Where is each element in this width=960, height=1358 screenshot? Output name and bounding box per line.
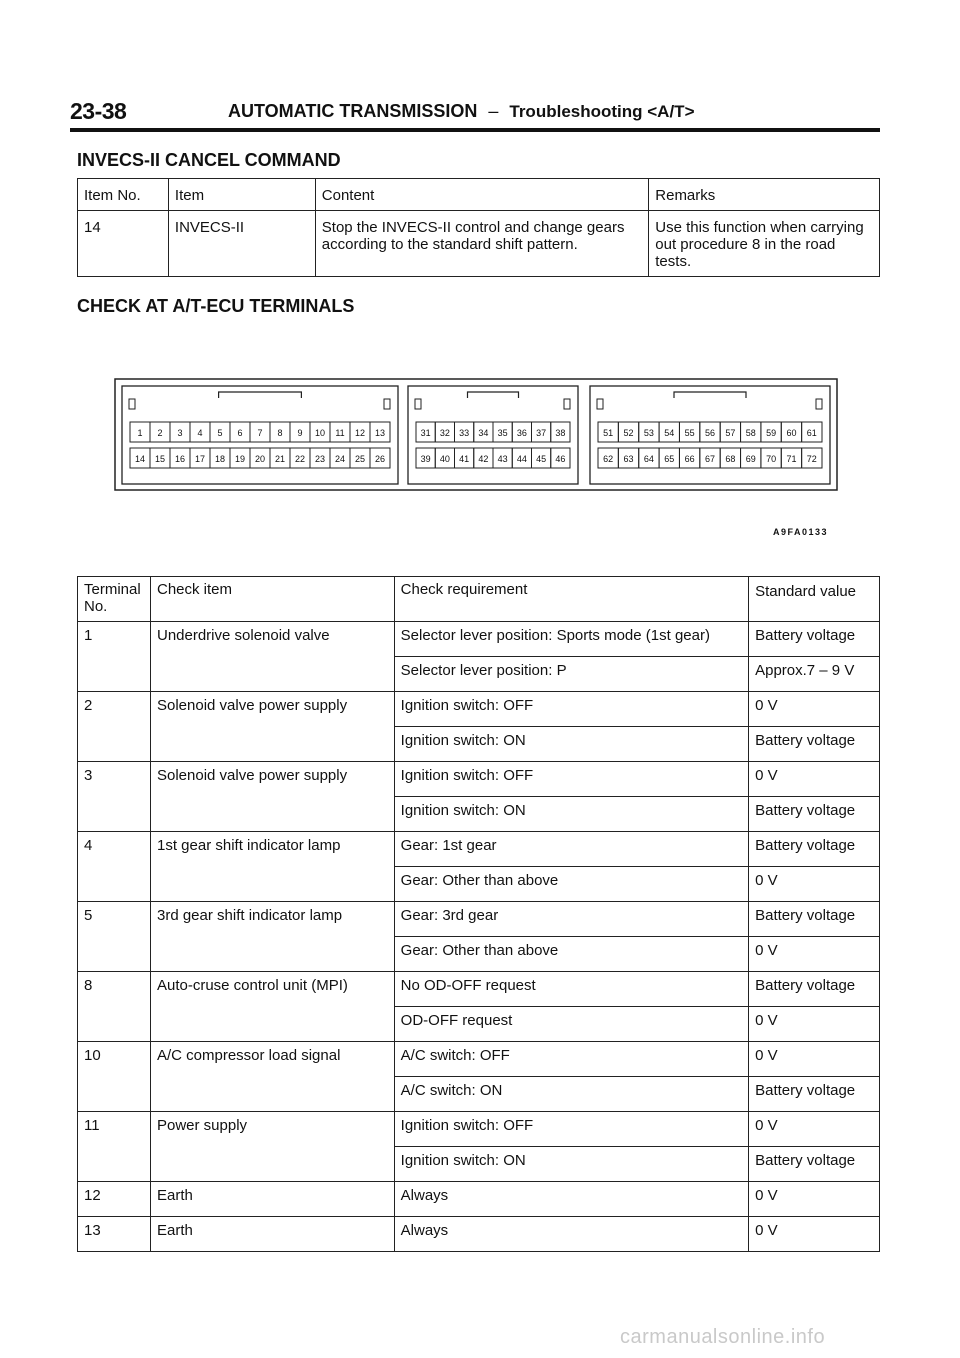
- check-item: Solenoid valve power supply: [150, 762, 394, 797]
- connector-pin-label: 63: [623, 454, 634, 464]
- connector-pin-label: 55: [684, 428, 695, 438]
- connector-a-key-left: [129, 399, 135, 409]
- connector-pin-label: 15: [154, 454, 166, 464]
- check-requirement: Ignition switch: ON: [394, 797, 748, 832]
- connector-pin-label: 39: [420, 454, 431, 464]
- check-requirement: Always: [394, 1182, 748, 1217]
- terminal-row: [78, 902, 880, 937]
- check-requirement: Gear: Other than above: [394, 867, 748, 902]
- terminal-row: [78, 832, 880, 867]
- connector-a-key-right: [384, 399, 390, 409]
- connector-pin-label: 58: [745, 428, 756, 438]
- connector-pin-label: 23: [314, 454, 326, 464]
- connector-pin-label: 14: [134, 454, 146, 464]
- connector-pin-label: 25: [354, 454, 366, 464]
- check-item: [150, 1077, 394, 1112]
- terminal-no: 10: [78, 1042, 151, 1077]
- check-item: Solenoid valve power supply: [150, 692, 394, 727]
- check-item: [150, 1007, 394, 1042]
- check-item: 3rd gear shift indicator lamp: [150, 902, 394, 937]
- terminal-row: [78, 657, 880, 692]
- connector-pin-label: 26: [374, 454, 386, 464]
- terminal-no: 3: [78, 762, 151, 797]
- col-header-standard: Standard value: [749, 577, 880, 622]
- standard-value: Battery voltage: [749, 622, 880, 657]
- connector-pin-label: 41: [459, 454, 470, 464]
- terminal-no: 5: [78, 902, 151, 937]
- invecs-table: [77, 178, 880, 277]
- check-requirement: Gear: Other than above: [394, 937, 748, 972]
- connector-pin-label: 54: [664, 428, 675, 438]
- terminal-no: [78, 1147, 151, 1182]
- manual-subtitle: Troubleshooting <A/T>: [509, 102, 695, 121]
- terminal-no: 2: [78, 692, 151, 727]
- check-item: Earth: [150, 1182, 394, 1217]
- connector-pin-label: 65: [664, 454, 675, 464]
- connector-pin-label: 67: [704, 454, 716, 464]
- col-header-item: Item: [168, 179, 315, 211]
- connector-pin-label: 64: [643, 454, 654, 464]
- connector-pin-label: 37: [536, 428, 547, 438]
- check-item: A/C compressor load signal: [150, 1042, 394, 1077]
- connector-pin-label: 2: [157, 428, 163, 438]
- connector-pin-label: 51: [603, 428, 614, 438]
- terminal-table: [77, 576, 880, 1252]
- connector-pin-label: 44: [516, 454, 527, 464]
- title-separator: –: [488, 101, 499, 121]
- col-header-content: Content: [315, 179, 649, 211]
- page-number: 23-38: [70, 98, 127, 124]
- connector-pin-label: 38: [555, 428, 566, 438]
- connector-pin-label: 16: [174, 454, 186, 464]
- terminal-heading: CHECK AT A/T-ECU TERMINALS: [77, 296, 355, 316]
- terminal-no: [78, 727, 151, 762]
- connector-pin-label: 5: [217, 428, 223, 438]
- col-header-item-no: Item No.: [78, 179, 169, 211]
- terminal-row: [78, 867, 880, 902]
- standard-value: Battery voltage: [749, 832, 880, 867]
- check-item: Underdrive solenoid valve: [150, 622, 394, 657]
- connector-c-key-right: [816, 399, 822, 409]
- connector-diagram: [114, 378, 838, 497]
- terminal-no: [78, 937, 151, 972]
- check-requirement: Ignition switch: ON: [394, 727, 748, 762]
- terminal-no: 4: [78, 832, 151, 867]
- connector-pin-label: 43: [497, 454, 508, 464]
- standard-value: 0 V: [749, 1217, 880, 1252]
- col-header-terminal: [78, 577, 151, 622]
- connector-pin-label: 32: [439, 428, 450, 438]
- figure-id: A9FA0133: [773, 527, 829, 537]
- check-requirement: No OD-OFF request: [394, 972, 748, 1007]
- terminal-row: [78, 1147, 880, 1182]
- connector-pin-label: 52: [623, 428, 634, 438]
- ecu-connector-diagram: [114, 378, 838, 492]
- watermark: carmanualsonline.info: [620, 1326, 826, 1348]
- terminal-no: 12: [78, 1182, 151, 1217]
- check-item: [150, 937, 394, 972]
- check-requirement: A/C switch: OFF: [394, 1042, 748, 1077]
- connector-c-latch: [674, 392, 746, 398]
- connector-pin-label: 42: [478, 454, 489, 464]
- standard-value: 0 V: [749, 762, 880, 797]
- page-header: [70, 98, 880, 132]
- col-header-remarks: Remarks: [649, 179, 880, 211]
- terminal-header-row: [78, 577, 880, 622]
- terminal-row: [78, 797, 880, 832]
- terminal-row: [78, 1182, 880, 1217]
- standard-value: Battery voltage: [749, 727, 880, 762]
- connector-pin-label: 24: [334, 454, 346, 464]
- check-requirement: Ignition switch: OFF: [394, 1112, 748, 1147]
- terminal-row: [78, 1217, 880, 1252]
- connector-pin-label: 6: [237, 428, 243, 438]
- terminal-no: [78, 797, 151, 832]
- connector-pin-label: 46: [555, 454, 566, 464]
- header-rule: [70, 128, 880, 132]
- check-item: [150, 867, 394, 902]
- connector-pin-label: 3: [177, 428, 183, 438]
- connector-pin-label: 10: [314, 428, 326, 438]
- terminal-no: [78, 867, 151, 902]
- connector-b-key-right: [564, 399, 570, 409]
- standard-value: Battery voltage: [749, 1147, 880, 1182]
- terminal-row: [78, 622, 880, 657]
- check-item: 1st gear shift indicator lamp: [150, 832, 394, 867]
- invecs-row: [78, 211, 880, 277]
- terminal-no: [78, 1007, 151, 1042]
- check-item: Earth: [150, 1217, 394, 1252]
- connector-pin-label: 56: [704, 428, 716, 438]
- connector-pin-label: 20: [254, 454, 266, 464]
- connector-pin-label: 19: [234, 454, 246, 464]
- connector-pin-label: 40: [439, 454, 450, 464]
- connector-pin-label: 12: [354, 428, 366, 438]
- connector-pin-label: 13: [374, 428, 386, 438]
- check-item: Power supply: [150, 1112, 394, 1147]
- standard-value: 0 V: [749, 1042, 880, 1077]
- terminal-row: [78, 727, 880, 762]
- standard-value: Battery voltage: [749, 972, 880, 1007]
- connector-pin-label: 68: [725, 454, 736, 464]
- connector-pin-label: 69: [745, 454, 756, 464]
- check-requirement: Gear: 1st gear: [394, 832, 748, 867]
- standard-value: 0 V: [749, 937, 880, 972]
- connector-pin-label: 53: [643, 428, 654, 438]
- connector-pin-label: 33: [459, 428, 470, 438]
- terminal-row: [78, 1077, 880, 1112]
- standard-value: 0 V: [749, 1182, 880, 1217]
- connector-pin-label: 31: [420, 428, 431, 438]
- connector-pin-label: 66: [684, 454, 695, 464]
- check-requirement: Gear: 3rd gear: [394, 902, 748, 937]
- connector-a-latch: [219, 392, 302, 398]
- terminal-no: 13: [78, 1217, 151, 1252]
- connector-pin-label: 57: [725, 428, 736, 438]
- invecs-heading: INVECS-II CANCEL COMMAND: [77, 150, 341, 170]
- connector-pin-label: 70: [766, 454, 777, 464]
- connector-pin-label: 7: [257, 428, 263, 438]
- connector-c-key-left: [597, 399, 603, 409]
- standard-value: Battery voltage: [749, 797, 880, 832]
- standard-value: Battery voltage: [749, 902, 880, 937]
- invecs-content: Stop the INVECS-II control and change gears according to the standard shift pattern.: [315, 211, 649, 277]
- check-requirement: Ignition switch: OFF: [394, 692, 748, 727]
- connector-b-key-left: [415, 399, 421, 409]
- terminal-row: [78, 1112, 880, 1147]
- terminal-row: [78, 692, 880, 727]
- terminal-row: [78, 762, 880, 797]
- connector-pin-label: 59: [766, 428, 777, 438]
- check-item: [150, 797, 394, 832]
- check-requirement: Ignition switch: ON: [394, 1147, 748, 1182]
- col-header-check-item: Check item: [150, 577, 394, 622]
- terminal-no: [78, 657, 151, 692]
- check-item: [150, 657, 394, 692]
- terminal-row: [78, 972, 880, 1007]
- connector-pin-label: 35: [497, 428, 508, 438]
- check-requirement: Always: [394, 1217, 748, 1252]
- connector-pin-label: 60: [786, 428, 797, 438]
- invecs-header-row: [78, 179, 880, 211]
- standard-value: 0 V: [749, 1007, 880, 1042]
- connector-pin-label: 21: [274, 454, 286, 464]
- terminal-no: 11: [78, 1112, 151, 1147]
- invecs-remarks: Use this function when carrying out procedure 8 in the road tests.: [649, 211, 880, 277]
- check-requirement: A/C switch: ON: [394, 1077, 748, 1112]
- check-requirement: OD-OFF request: [394, 1007, 748, 1042]
- connector-pin-label: 72: [806, 454, 817, 464]
- standard-value: 0 V: [749, 1112, 880, 1147]
- invecs-item-no: 14: [78, 211, 169, 277]
- standard-value: 0 V: [749, 867, 880, 902]
- standard-value: Approx.7 – 9 V: [749, 657, 880, 692]
- manual-title: AUTOMATIC TRANSMISSION: [228, 101, 478, 121]
- connector-pin-label: 62: [603, 454, 614, 464]
- connector-pin-label: 9: [297, 428, 303, 438]
- connector-pin-label: 11: [335, 428, 345, 438]
- connector-pin-label: 1: [137, 428, 143, 438]
- col-header-terminal-line1: Terminal: [84, 581, 141, 598]
- connector-b-latch: [468, 392, 519, 398]
- connector-pin-label: 8: [277, 428, 283, 438]
- section-title: [228, 101, 695, 122]
- connector-pin-label: 18: [214, 454, 226, 464]
- terminal-row: [78, 1007, 880, 1042]
- check-requirement: Selector lever position: P: [394, 657, 748, 692]
- connector-pin-label: 34: [478, 428, 489, 438]
- terminal-row: [78, 937, 880, 972]
- terminal-no: 8: [78, 972, 151, 1007]
- connector-pin-label: 4: [197, 428, 203, 438]
- connector-pin-label: 71: [786, 454, 797, 464]
- connector-pin-label: 36: [516, 428, 527, 438]
- terminal-row: [78, 1042, 880, 1077]
- check-requirement: Ignition switch: OFF: [394, 762, 748, 797]
- col-header-requirement: Check requirement: [394, 577, 748, 622]
- col-header-terminal-line2: No.: [84, 598, 108, 615]
- connector-pin-label: 22: [294, 454, 306, 464]
- check-item: [150, 727, 394, 762]
- standard-value: Battery voltage: [749, 1077, 880, 1112]
- standard-value: 0 V: [749, 692, 880, 727]
- terminal-no: 1: [78, 622, 151, 657]
- invecs-item: INVECS-II: [168, 211, 315, 277]
- connector-pin-label: 17: [194, 454, 206, 464]
- check-item: Auto-cruse control unit (MPI): [150, 972, 394, 1007]
- connector-pin-label: 61: [806, 428, 817, 438]
- check-item: [150, 1147, 394, 1182]
- terminal-no: [78, 1077, 151, 1112]
- connector-pin-label: 45: [536, 454, 547, 464]
- check-requirement: Selector lever position: Sports mode (1st gear): [394, 622, 748, 657]
